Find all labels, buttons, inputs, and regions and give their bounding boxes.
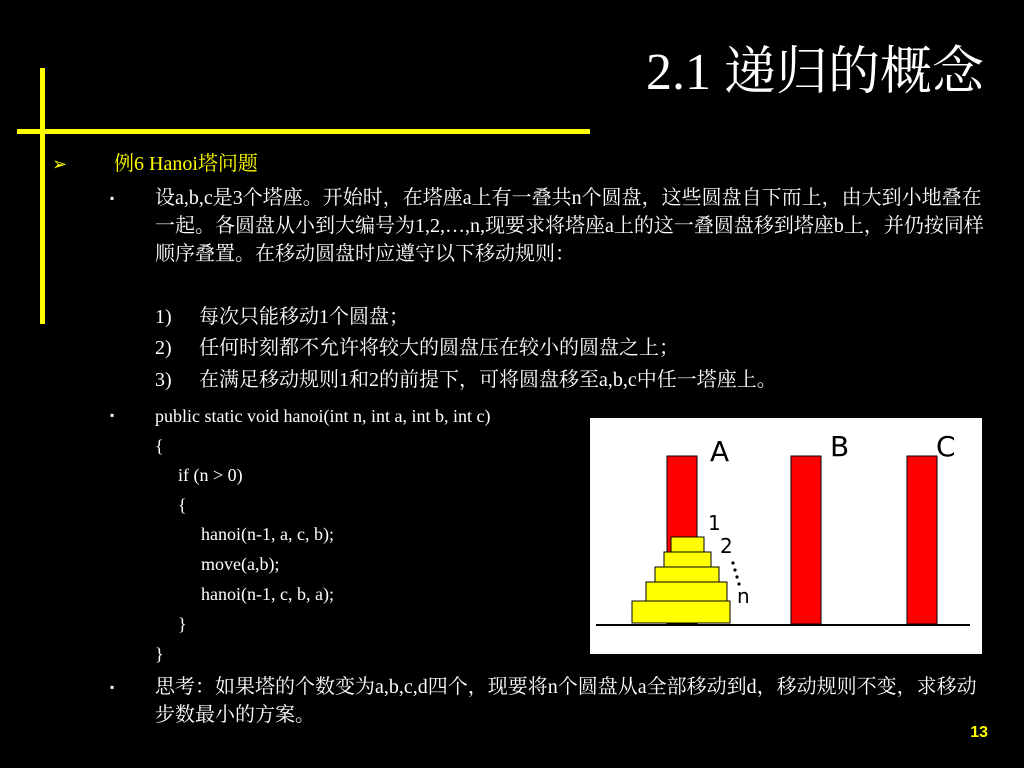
- code-line: hanoi(n-1, a, c, b);: [201, 524, 334, 544]
- rule-item: [155, 334, 679, 362]
- tower-label: B: [830, 430, 850, 463]
- code-line: public static void hanoi(int n, int a, int b, int c): [155, 406, 491, 426]
- code-line: if (n > 0): [178, 465, 243, 485]
- page-number: 13: [970, 724, 988, 741]
- rule-item: [155, 303, 409, 331]
- example-heading: [52, 148, 258, 180]
- disk: [671, 537, 704, 552]
- code-line: move(a,b);: [201, 554, 280, 574]
- disk: [632, 601, 730, 623]
- problem-text: 设a,b,c是3个塔座。开始时，在塔座a上有一叠共n个圆盘，这些圆盘自下而上，由大到小地叠在一起。各圆盘从小到大编号为1,2,…,n,现要求将塔座a上的这一叠圆盘移到塔座b上，并仍按同样顺序叠置。在移动圆盘时应遵守以下移动规则：: [155, 187, 984, 265]
- disk-label: 1: [708, 511, 721, 535]
- code-line: {: [155, 436, 164, 456]
- disk-label: 2: [720, 534, 733, 558]
- example-heading-text: 例6 Hanoi塔问题: [114, 153, 258, 175]
- rule-text: 任何时刻都不允许将较大的圆盘压在较小的圆盘之上；: [199, 337, 679, 359]
- arrow-bullet-icon: ➢: [52, 154, 68, 175]
- rule-number: 2): [155, 337, 172, 359]
- rule-item: [155, 366, 777, 394]
- tower-c: [907, 456, 937, 624]
- code-line: }: [155, 644, 164, 664]
- rule-text: 每次只能移动1个圆盘；: [199, 306, 409, 328]
- square-bullet-icon: ▪: [110, 680, 115, 694]
- tower-label: C: [936, 430, 956, 463]
- tower-b: [791, 456, 821, 624]
- hanoi-tower-figure: [590, 418, 982, 654]
- slide-title: 2.1 递归的概念: [645, 44, 984, 101]
- square-bullet-icon: ▪: [110, 191, 115, 205]
- rule-number: 3): [155, 369, 172, 391]
- hanoi-tower-svg: [590, 418, 982, 654]
- disk-label: n: [737, 584, 750, 608]
- code-line: hanoi(n-1, c, b, a);: [201, 584, 334, 604]
- code-line: }: [178, 614, 187, 634]
- thinking-text: 思考：如果塔的个数变为a,b,c,d四个，现要将n个圆盘从a全部移动到d，移动规则不变，求移动步数最小的方案。: [155, 676, 977, 726]
- rule-number: 1): [155, 306, 172, 328]
- decorative-vertical-line: [40, 68, 45, 324]
- tower-label: A: [710, 435, 730, 468]
- disk: [655, 567, 719, 582]
- code-line: {: [178, 495, 187, 515]
- rule-text: 在满足移动规则1和2的前提下，可将圆盘移至a,b,c中任一塔座上。: [199, 369, 777, 391]
- disk: [646, 582, 727, 601]
- ellipsis-dot: [731, 561, 734, 564]
- decorative-horizontal-line: [17, 129, 590, 134]
- disk: [664, 552, 711, 567]
- ellipsis-dot: [735, 575, 738, 578]
- ellipsis-dot: [733, 568, 736, 571]
- square-bullet-icon: ▪: [110, 408, 115, 422]
